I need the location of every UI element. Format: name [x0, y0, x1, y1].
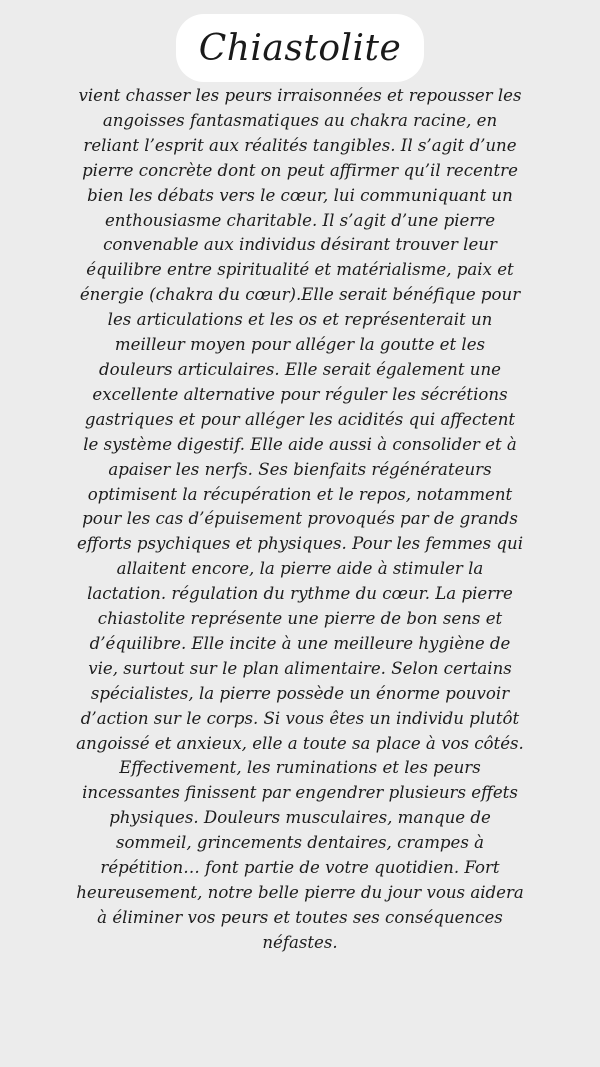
body-paragraph: vient chasser les peurs irraisonnées et repousser les angoisses fantasmatiques au chakra racine, en reliant l’esprit aux réalités tangibles. Il s’agit d’une pierre concrète dont on peut affirmer qu’il recentre bien les débats vers le cœur, lui communiquant un enthousiasme charitable. Il s’agit d’une pierre convenable aux individus désirant trouver leur équilibre entre spiritualité et matérialisme, paix et énergie (chakra du cœur).Elle serait bénéfique pour les articulations et les os et représenterait un meilleur moyen pour alléger la goutte et les douleurs articulaires. Elle serait également une excellente alternative pour réguler les sécrétions gastriques et pour alléger les acidités qui affectent le système digestif. Elle aide aussi à consolider et à apaiser les nerfs. Ses bienfaits régénérateurs optimisent la récupération et le repos, notamment pour les cas d’épuisement provoqués par de grands efforts psychiques et physiques. Pour les femmes qui allaitent encore, la pierre aide à stimuler la lactation. régulation du rythme du cœur. La pierre chiastolite représente une pierre de bon sens et d’équilibre. Elle incite à une meilleure hygiène de vie, surtout sur le plan alimentaire. Selon certains spécialistes, la pierre possède un énorme pouvoir d’action sur le corps. Si vous êtes un individu plutôt angoissé et anxieux, elle a toute sa place à vos côtés. Effectivement, les ruminations et les peurs incessantes finissent par engendrer plusieurs effets physiques. Douleurs musculaires, manque de sommeil, grincements dentaires, crampes à répétition… font partie de votre quotidien. Fort heureusement, notre belle pierre du jour vous aidera à éliminer vos peurs et toutes ses conséquences néfastes. [76, 86, 524, 952]
page-title: Chiastolite [198, 27, 402, 69]
title-pill [176, 14, 424, 82]
